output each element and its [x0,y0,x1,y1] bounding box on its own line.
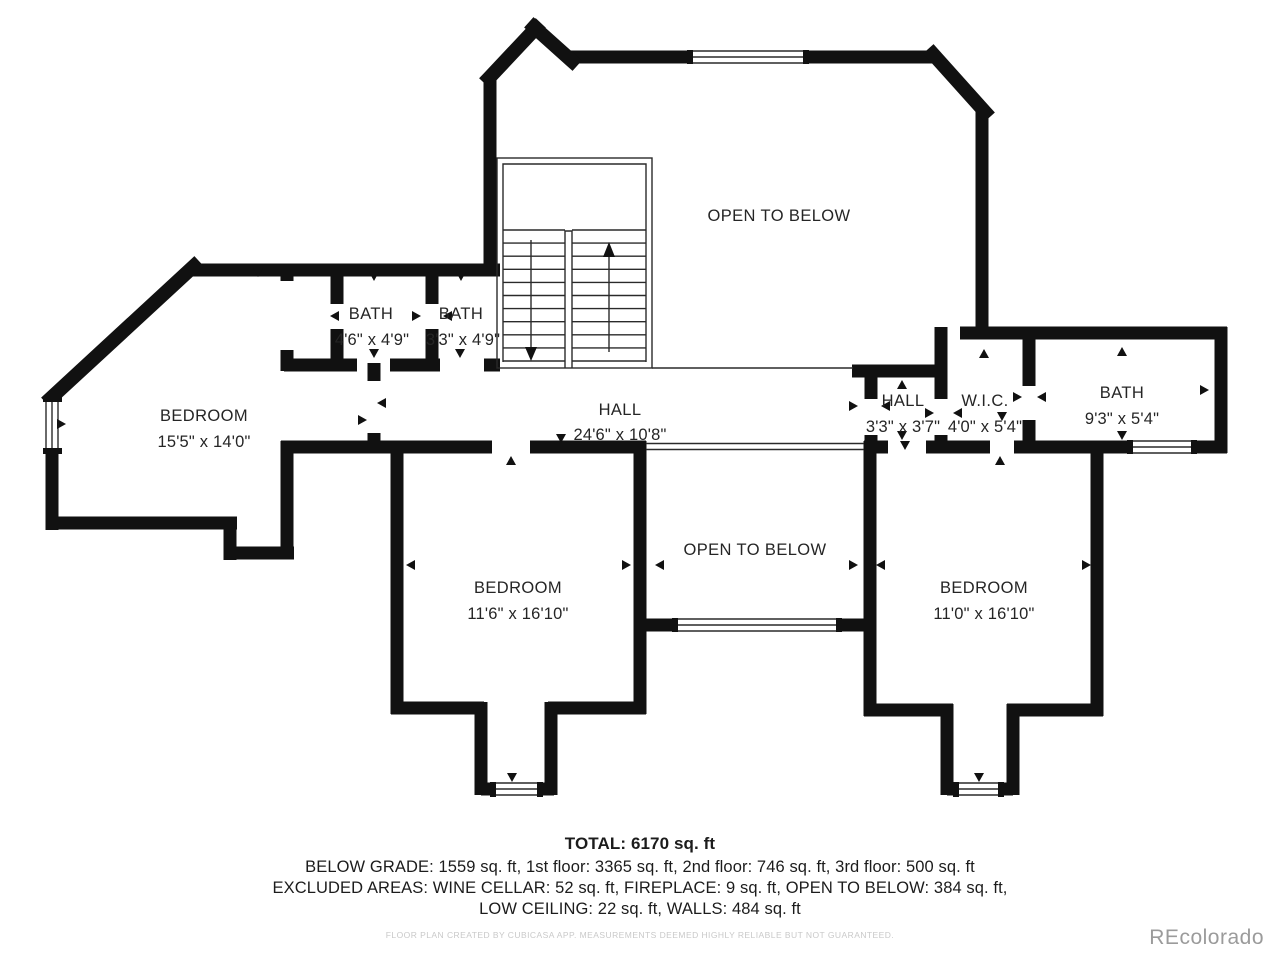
excluded-areas-text: EXCLUDED AREAS: WINE CELLAR: 52 sq. ft, FIREPLACE: 9 sq. ft, OPEN TO BELOW: 384 sq. ft, [272,879,1008,897]
room-dims-bedroom-mid: 11'6" x 16'10" [467,605,569,623]
window-bedroom-right-nook [953,782,1004,797]
marker-arrow-icon [1013,392,1022,402]
room-dims-bedroom-left: 15'5" x 14'0" [157,433,251,451]
marker-arrow-icon [369,349,379,358]
room-dims-bath-right: 9'3" x 5'4" [1084,410,1160,428]
floor-areas-text: BELOW GRADE: 1559 sq. ft, 1st floor: 3365 sq. ft, 2nd floor: 746 sq. ft, 3rd floor: 500 sq. ft [305,858,975,876]
room-label-open-to-below-mid: OPEN TO BELOW [683,541,827,559]
marker-arrow-icon [622,560,631,570]
marker-arrow-icon [506,456,516,465]
staircase-inner-box [503,164,646,362]
room-label-bedroom-mid: BEDROOM [473,579,563,597]
marker-arrow-icon [1082,560,1091,570]
room-dims-hall-main: 24'6" x 10'8" [573,426,667,444]
room-label-bedroom-left: BEDROOM [159,407,249,425]
marker-arrow-icon [406,560,415,570]
marker-arrow-icon [377,398,386,408]
window-right-bath [1127,440,1197,454]
marker-arrow-icon [974,773,984,782]
stair-treads [503,230,646,361]
excluded-areas-text-2: LOW CEILING: 22 sq. ft, WALLS: 484 sq. ft [479,900,801,918]
marker-arrow-icon [849,560,858,570]
marker-arrow-icon [897,380,907,389]
marker-arrow-icon [1200,385,1209,395]
room-label-hall-main: HALL [598,401,642,419]
window-bedroom-mid-nook [490,782,543,797]
down-arrow-head [525,347,537,361]
marker-arrow-icon [1117,431,1127,440]
marker-arrow-icon [455,349,465,358]
marker-arrow-icon [995,456,1005,465]
room-label-bedroom-right: BEDROOM [939,579,1029,597]
marker-arrow-icon [1117,347,1127,356]
room-label-wic: W.I.C. [961,392,1009,410]
stair-direction-arrows [525,240,615,361]
staircase-outer-box [497,158,652,368]
up-arrow-head [603,242,615,257]
room-label-bath-right: BATH [1099,384,1145,402]
room-dims-wic: 4'0" x 5'4" [947,418,1023,436]
window-top-wall [687,49,809,65]
marker-arrow-icon [507,773,517,782]
room-label-bath-top-mid: BATH [438,305,484,323]
room-dims-bath-top-left: 4'6" x 4'9" [334,331,410,349]
room-label-hall-small: HALL [881,392,925,410]
marker-arrow-icon [979,349,989,358]
railings [646,368,864,450]
total-area-text: TOTAL: 6170 sq. ft [564,834,716,853]
marker-arrow-icon [1037,392,1046,402]
staircase-center-rail [565,231,572,368]
marker-arrow-icon [900,441,910,450]
room-dims-bath-top-mid: 3'3" x 4'9" [425,331,501,349]
marker-arrow-icon [330,311,339,321]
marker-arrow-icon [925,408,934,418]
marker-arrow-icon [876,560,885,570]
marker-arrow-icon [412,311,421,321]
marker-arrow-icon [57,419,66,429]
marker-arrow-icon [849,401,858,411]
room-label-bath-top-left: BATH [348,305,394,323]
room-dims-hall-small: 3'3" x 3'7" [865,418,941,436]
marker-arrow-icon [358,415,367,425]
window-open-below-mid [672,618,842,632]
room-label-open-to-below-top: OPEN TO BELOW [707,207,851,225]
recolorado-watermark: REcolorado [1149,926,1264,949]
cubicasa-disclaimer: FLOOR PLAN CREATED BY CUBICASA APP. MEASUREMENTS DEEMED HIGHLY RELIABLE BUT NOT GUARANTEED. [385,930,895,940]
room-dims-bedroom-right: 11'0" x 16'10" [933,605,1035,623]
marker-arrow-icon [655,560,664,570]
staircase [497,158,652,368]
